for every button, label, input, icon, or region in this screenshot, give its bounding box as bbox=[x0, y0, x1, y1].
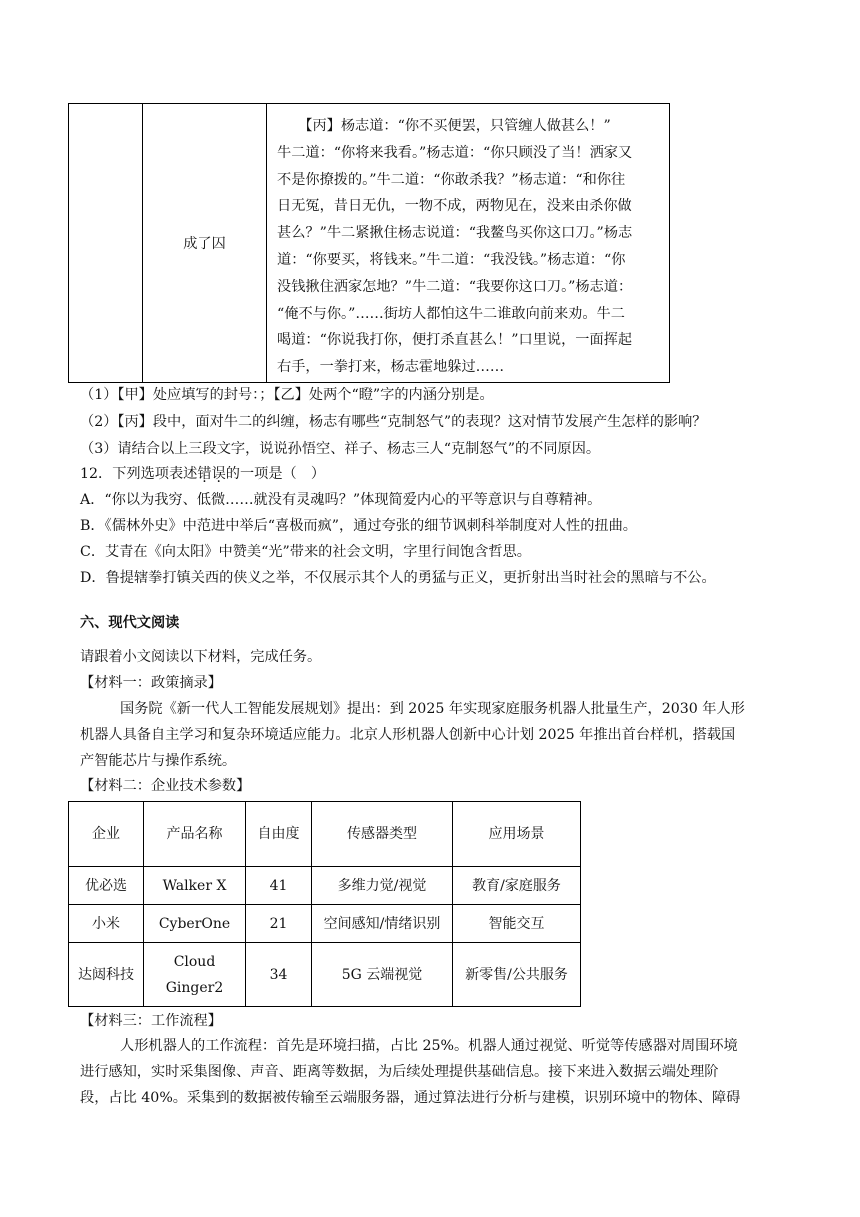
table-cell: 空间感知/情绪识别 bbox=[312, 905, 453, 943]
header-cell: 产品名称 bbox=[144, 802, 246, 867]
passage-line: 甚么？”牛二紧揪住杨志说道：“我鳌鸟买你这口刀。”杨志 bbox=[277, 225, 633, 242]
question-1: （1）【甲】处应填写的封号：；【乙】处两个“瞪”字的内涵分别是。 bbox=[80, 387, 494, 403]
passage-line: 日无冤，昔日无仇，一物不成，两物见在，没来由杀你做 bbox=[277, 198, 632, 215]
passage-line: 没钱揪住洒家怎地？”牛二道：“我要你这口刀。”杨志道： bbox=[277, 278, 633, 295]
q12-emphasis-1: 错 bbox=[197, 466, 212, 482]
tech-params-table bbox=[68, 801, 581, 1007]
section-intro: 请跟着小文阅读以下材料，完成任务。 bbox=[80, 649, 322, 665]
table-cell: CyberOne bbox=[144, 905, 246, 943]
material-3-title: 【材料三：工作流程】 bbox=[80, 1013, 222, 1029]
story-table bbox=[68, 103, 670, 383]
table-cell: 新零售/公共服务 bbox=[453, 943, 581, 1007]
story-table-col1 bbox=[69, 104, 143, 382]
table-cell: 多维力觉/视觉 bbox=[312, 867, 453, 905]
table-row bbox=[69, 867, 581, 905]
table-header-row bbox=[69, 802, 581, 867]
passage-line: 【丙】杨志道：“你不买便罢，只管缠人做甚么！” bbox=[277, 118, 611, 134]
passage-line: 喝道：“你说我打你，便打杀直甚么！”口里说，一面挥起 bbox=[277, 332, 633, 349]
question-2: （2）【丙】段中，面对牛二的纠缠，杨志有哪些“克制怒气”的表现？这对情节发展产生怎样的影响？ bbox=[80, 414, 707, 430]
table-cell: 34 bbox=[246, 943, 312, 1007]
header-cell: 自由度 bbox=[246, 802, 312, 867]
q12-pre: 12．下列选项表述 bbox=[80, 466, 198, 482]
header-cell: 企业 bbox=[69, 802, 144, 867]
material-1-line: 机器人具备自主学习和复杂环境适应能力。北京人形机器人创新中心计划 2025 年推出首台样机，搭载国 bbox=[80, 727, 736, 743]
question-3: （3）请结合以上三段文字，说说孙悟空、祥子、杨志三人“克制怒气”的不同原因。 bbox=[80, 441, 601, 457]
table-cell: Cloud Ginger2 bbox=[144, 943, 246, 1007]
passage-line: 不是你撩拨的。”牛二道：“你敢杀我？”杨志道：“和你往 bbox=[277, 171, 626, 188]
q12-post: 的一项是（ ） bbox=[225, 466, 326, 482]
passage-line: 牛二道：“你将来我看。”杨志道：“你只顾没了当！洒家又 bbox=[277, 144, 633, 161]
material-2-title: 【材料二：企业技术参数】 bbox=[80, 778, 251, 794]
story-table-mid-cell: 成了囚 bbox=[183, 236, 226, 252]
material-3-line: 进行感知，实时采集图像、声音、距离等数据，为后续处理提供基础信息。接下来进入数据云端处理阶 bbox=[80, 1064, 719, 1080]
passage-line: 右手，一拳打来，杨志霍地躲过…… bbox=[277, 359, 505, 376]
header-cell: 应用场景 bbox=[453, 802, 581, 867]
q12-option-b: B．《儒林外史》中范进中举后“喜极而疯”，通过夸张的细节讽刺科举制度对人性的扭曲。 bbox=[80, 518, 637, 534]
table-row bbox=[69, 905, 581, 943]
header-cell: 传感器类型 bbox=[312, 802, 453, 867]
table-cell: Walker X bbox=[144, 867, 246, 905]
material-1-line: 产智能芯片与操作系统。 bbox=[80, 753, 237, 769]
section-heading: 六、现代文阅读 bbox=[80, 615, 180, 631]
story-table-col2 bbox=[143, 104, 267, 382]
material-3-line: 段，占比 40%。采集到的数据被传输至云端服务器，通过算法进行分析与建模，识别环境中的物体、障碍 bbox=[80, 1090, 741, 1106]
passage-line: 道：“你要买，将钱来。”牛二道：“我没钱。”杨志道：“你 bbox=[277, 251, 626, 268]
table-cell: 智能交互 bbox=[453, 905, 581, 943]
q12-option-c: C．艾青在《向太阳》中赞美“光”带来的社会文明，字里行间饱含哲思。 bbox=[80, 544, 531, 560]
q12-option-d: D．鲁提辖拳打镇关西的侠义之举，不仅展示其个人的勇猛与正义，更折射出当时社会的黑暗与不公。 bbox=[80, 570, 716, 586]
table-cell: 教育/家庭服务 bbox=[453, 867, 581, 905]
table-row bbox=[69, 943, 581, 1007]
material-1-title: 【材料一：政策摘录】 bbox=[80, 675, 222, 691]
material-1-line: 国务院《新一代人工智能发展规划》提出：到 2025 年实现家庭服务机器人批量生产，2030 年人形 bbox=[120, 701, 745, 717]
passage-line: “俺不与你。”……街坊人都怕这牛二谁敢向前来劝。牛二 bbox=[277, 305, 625, 322]
q12-emphasis-2: 误 bbox=[211, 466, 226, 482]
table-cell: 21 bbox=[246, 905, 312, 943]
q12-option-a: A．“你以为我穷、低微……就没有灵魂吗？”体现简爱内心的平等意识与自尊精神。 bbox=[80, 492, 602, 508]
question-12-stem bbox=[80, 464, 325, 484]
material-3-line: 人形机器人的工作流程：首先是环境扫描，占比 25%。机器人通过视觉、听觉等传感器对周围环境 bbox=[120, 1038, 738, 1054]
story-table-passage bbox=[277, 113, 662, 381]
table-cell: 5G 云端视觉 bbox=[312, 943, 453, 1007]
table-cell: 优必选 bbox=[69, 867, 144, 905]
table-cell: 达闼科技 bbox=[69, 943, 144, 1007]
table-cell: 41 bbox=[246, 867, 312, 905]
table-cell: 小米 bbox=[69, 905, 144, 943]
